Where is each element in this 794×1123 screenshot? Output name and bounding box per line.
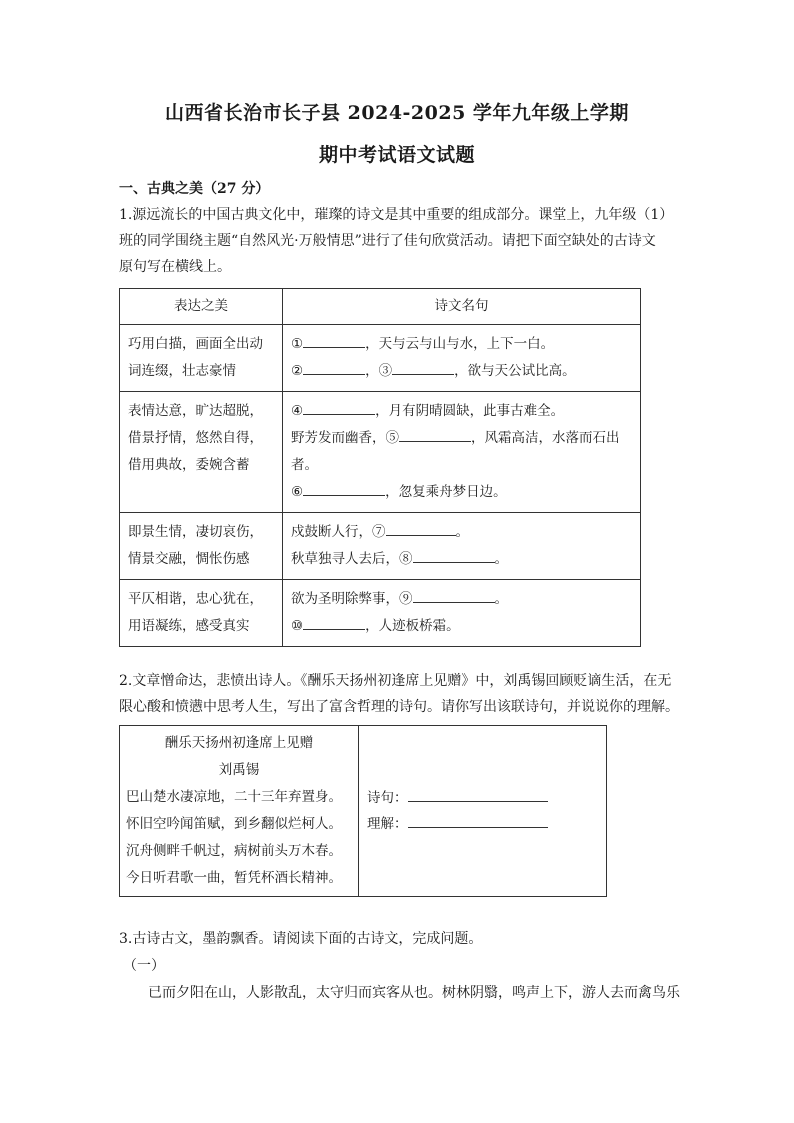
answer-blank[interactable] — [392, 358, 454, 375]
verse-line — [291, 452, 632, 479]
verse-line — [291, 546, 632, 573]
table-row — [120, 392, 641, 513]
verse-text: 。 — [494, 591, 508, 607]
poem-answer-table — [119, 725, 607, 897]
answer-line — [367, 811, 605, 837]
verse-line — [291, 358, 632, 385]
question-3-line: 3.古诗古文，墨韵飘香。请阅读下面的古诗文，完成问题。 — [119, 931, 483, 947]
answer-blank[interactable] — [386, 519, 456, 536]
expression-text: 即景生情，凄切哀伤， — [128, 524, 263, 540]
verse-cell — [283, 325, 641, 392]
expression-cell — [120, 513, 283, 580]
understanding-answer-blank[interactable] — [408, 811, 548, 828]
answer-line — [367, 785, 605, 811]
section-heading: 一、古典之美（27 分） — [119, 181, 270, 197]
verse-text: ，月有阴晴圆缺，此事古难全。 — [375, 403, 565, 419]
verse-text: 。 — [455, 524, 469, 540]
verse-line — [291, 613, 632, 640]
question-1-line: 1.源远流长的中国古典文化中，璀璨的诗文是其中重要的组成部分。课堂上，九年级（1） — [119, 207, 674, 223]
poem-title: 酬乐天扬州初逢席上见赠 — [164, 735, 314, 751]
verse-cell — [283, 580, 641, 647]
expression-text: 用语凝练，感受真实 — [128, 618, 250, 634]
answer-blank[interactable] — [303, 479, 385, 496]
answer-label: 理解： — [367, 816, 408, 832]
verse-text: 戍鼓断人行，⑦ — [291, 524, 386, 540]
answer-blank[interactable] — [303, 331, 365, 348]
verse-text: ，忽复乘舟梦日边。 — [385, 484, 507, 500]
expression-text: 借景抒情，悠然自得， — [128, 430, 263, 446]
poem-line: 巴山楚水凄凉地，二十三年弃置身。 — [126, 789, 342, 805]
table-row — [120, 325, 641, 392]
verse-text: ④ — [291, 403, 304, 419]
expression-cell — [120, 325, 283, 392]
part-marker: （一） — [123, 958, 165, 974]
expression-cell — [120, 392, 283, 513]
poem-fill-table — [119, 288, 641, 647]
answer-blank[interactable] — [303, 613, 365, 630]
expression-cell — [120, 580, 283, 647]
table-row — [120, 513, 641, 580]
verse-text: 秋草独寻人去后，⑧ — [291, 551, 413, 567]
question-1-line: 原句写在横线上。 — [119, 259, 231, 275]
table-row — [120, 726, 607, 897]
answer-blank[interactable] — [413, 546, 495, 563]
expression-text: 情景交融，惆怅伤感 — [128, 551, 250, 567]
table-header-row — [120, 289, 641, 325]
poem-cell — [120, 726, 359, 897]
question-2-text — [119, 668, 689, 720]
question-3-text — [119, 926, 689, 952]
question-2-line: 限心酸和愤懑中思考人生，写出了富含哲理的诗句。请你写出该联诗句，并说说你的理解。 — [119, 699, 679, 715]
answer-blank[interactable] — [399, 425, 471, 442]
verse-answer-blank[interactable] — [408, 785, 548, 802]
verse-line — [291, 398, 632, 425]
poem-line: 今日听君歌一曲，暂凭杯酒长精神。 — [126, 870, 342, 886]
exam-title-line1: 山西省长治市长子县 2024-2025 学年九年级上学期 — [165, 102, 629, 124]
verse-line — [291, 586, 632, 613]
verse-text: ，欲与天公试比高。 — [454, 363, 576, 379]
exam-title-line2: 期中考试语文试题 — [318, 144, 475, 166]
verse-line — [291, 479, 632, 506]
verse-text: ⑩ — [291, 618, 304, 634]
expression-text: 表情达意，旷达超脱， — [128, 403, 263, 419]
expression-text: 借用典故，委婉含蓄 — [128, 457, 250, 473]
expression-text: 平仄相谐，忠心犹在， — [128, 591, 263, 607]
poem-line: 沉舟侧畔千帆过，病树前头万木春。 — [126, 843, 342, 859]
poem-line: 怀旧空吟闻笛赋，到乡翻似烂柯人。 — [126, 816, 342, 832]
question-1-text — [119, 202, 689, 280]
header-verses: 诗文名句 — [283, 289, 641, 325]
verse-text: 者。 — [291, 457, 318, 473]
answer-label: 诗句： — [367, 790, 408, 806]
verse-text: 欲为圣明除弊事，⑨ — [291, 591, 413, 607]
answer-blank[interactable] — [303, 358, 365, 375]
verse-text: ① — [291, 336, 304, 352]
verse-cell — [283, 513, 641, 580]
verse-text: ⑥ — [291, 484, 304, 500]
verse-text: 。 — [494, 551, 508, 567]
verse-line — [291, 519, 632, 546]
answer-blank[interactable] — [413, 586, 495, 603]
verse-text: ，③ — [365, 363, 393, 379]
verse-cell — [283, 392, 641, 513]
verse-line — [291, 425, 632, 452]
question-2-line: 2.文章憎命达，悲愤出诗人。《酬乐天扬州初逢席上见赠》中，刘禹锡回顾贬谪生活，在无 — [119, 673, 672, 689]
poem-author: 刘禹锡 — [218, 762, 260, 778]
verse-text: ，风霜高洁，水落而石出 — [471, 430, 620, 446]
expression-text: 巧用白描，画面全出动 — [128, 336, 263, 352]
verse-text: 野芳发而幽香，⑤ — [291, 430, 399, 446]
table-row — [120, 580, 641, 647]
verse-line — [291, 331, 632, 358]
expression-text: 词连缀，壮志豪情 — [128, 363, 236, 379]
answer-cell — [359, 726, 607, 897]
question-1-line: 班的同学围绕主题“自然风光·万般情思”进行了佳句欣赏活动。请把下面空缺处的古诗文 — [119, 233, 656, 249]
verse-text: ② — [291, 363, 304, 379]
header-expression: 表达之美 — [120, 289, 283, 325]
classical-passage: 已而夕阳在山，人影散乱，太守归而宾客从也。树林阴翳，鸣声上下，游人去而禽鸟乐 — [148, 985, 680, 1001]
answer-blank[interactable] — [303, 398, 375, 415]
verse-text: ，人迹板桥霜。 — [365, 618, 460, 634]
verse-text: ，天与云与山与水，上下一白。 — [365, 336, 555, 352]
